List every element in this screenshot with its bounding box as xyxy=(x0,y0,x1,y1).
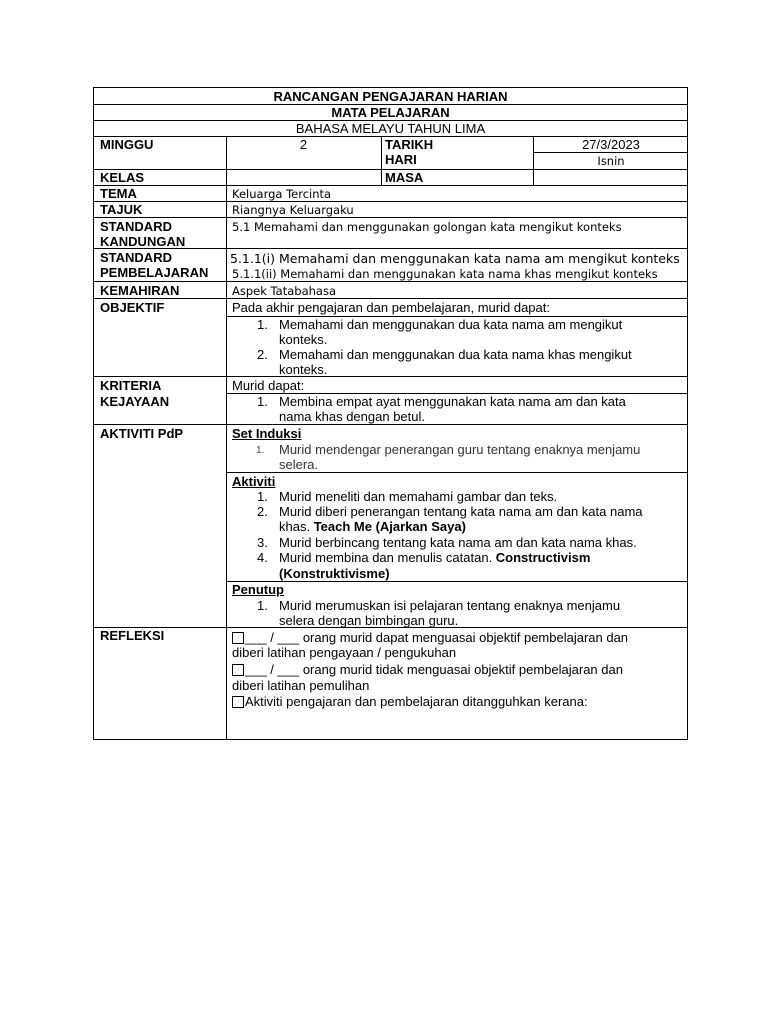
standard-kandungan-label-1: STANDARD xyxy=(100,219,172,234)
objektif-item-2-line-1: Memahami dan menggunakan dua kata nama khas mengikut xyxy=(279,347,632,362)
aktiviti-item-4-text: Murid membina dan menulis catatan. xyxy=(279,550,496,565)
date-column-divider xyxy=(533,137,534,186)
refleksi-checkbox-3[interactable] xyxy=(232,696,244,708)
refleksi-label: REFLEKSI xyxy=(100,628,165,643)
aktiviti-item-1: Murid meneliti dan memahami gambar dan teks. xyxy=(279,489,558,504)
tajuk-value: Riangnya Keluargaku xyxy=(232,203,354,217)
objektif-item-1-line-1: Memahami dan menggunakan dua kata nama am mengikut xyxy=(279,317,623,332)
hari-label: HARI xyxy=(385,152,417,167)
aktiviti-heading: Aktiviti xyxy=(232,474,276,489)
kemahiran-value: Aspek Tatabahasa xyxy=(232,284,336,298)
aktiviti-label: AKTIVITI PdP xyxy=(100,426,184,441)
set-induksi-heading: Set Induksi xyxy=(232,426,302,441)
induksi-item-1-number: 1. xyxy=(256,445,265,456)
subject-label-row xyxy=(94,105,687,121)
tajuk-row xyxy=(94,202,687,218)
kriteria-label-1: KRITERIA xyxy=(100,378,162,393)
kriteria-label-2: KEJAYAAN xyxy=(100,394,170,409)
title-row xyxy=(94,88,687,105)
objektif-item-1-number: 1. xyxy=(257,317,268,332)
refleksi-line-2b: diberi latihan pemulihan xyxy=(232,678,370,693)
objektif-row xyxy=(94,299,687,377)
objektif-item-2-number: 2. xyxy=(257,347,268,362)
tema-row xyxy=(94,186,687,202)
induksi-item-1-line-2: selera. xyxy=(279,457,319,472)
objektif-label: OBJEKTIF xyxy=(100,300,165,315)
objektif-item-1-line-2: konteks. xyxy=(279,332,328,347)
kemahiran-row xyxy=(94,282,687,299)
tema-value: Keluarga Tercinta xyxy=(232,187,332,201)
standard-kandungan-label-2: KANDUNGAN xyxy=(100,234,186,249)
minggu-row xyxy=(94,137,687,170)
kriteria-item-1-line-1: Membina empat ayat menggunakan kata nama am dan kata xyxy=(279,394,626,409)
kelas-row xyxy=(94,170,687,186)
standard-pembelajaran-label-2: PEMBELAJARAN xyxy=(100,265,209,280)
penutup-item-1-line-2: selera dengan bimbingan guru. xyxy=(279,613,459,628)
kelas-label: KELAS xyxy=(100,170,145,185)
hari-value: Isnin xyxy=(597,154,625,168)
kriteria-item-1-number: 1. xyxy=(257,394,268,409)
standard-pembelajaran-row xyxy=(94,249,687,282)
minggu-value: 2 xyxy=(299,137,308,152)
standard-pembelajaran-value-1: 5.1.1(i) Memahami dan menggunakan kata nama am mengikut konteks xyxy=(230,251,680,266)
aktiviti-item-3: Murid berbincang tentang kata nama am dan kata nama khas. xyxy=(279,535,637,550)
refleksi-line-3 xyxy=(232,694,588,709)
aktiviti-item-3-number: 3. xyxy=(257,535,268,550)
aktiviti-divider xyxy=(226,581,687,582)
kemahiran-label: KEMAHIRAN xyxy=(100,283,180,298)
konstruktivisme-label: (Konstruktivisme) xyxy=(279,566,390,581)
aktiviti-item-4-number: 4. xyxy=(257,550,268,565)
objektif-item-2-line-2: konteks. xyxy=(279,362,328,377)
label-column-divider xyxy=(226,137,227,739)
lesson-plan-table xyxy=(93,87,688,740)
refleksi-text-3: Aktiviti pengajaran dan pembelajaran ditangguhkan kerana: xyxy=(245,694,588,709)
kriteria-intro: Murid dapat: xyxy=(232,378,305,393)
aktiviti-item-2-text: khas. xyxy=(279,519,314,534)
tarikh-hari-divider xyxy=(533,152,687,153)
aktiviti-item-1-number: 1. xyxy=(257,489,268,504)
refleksi-line-1 xyxy=(232,630,628,645)
tajuk-label: TAJUK xyxy=(100,202,143,217)
plan-title: RANCANGAN PENGAJARAN HARIAN xyxy=(273,89,508,104)
subject-label: MATA PELAJARAN xyxy=(331,105,450,120)
standard-pembelajaran-label-1: STANDARD xyxy=(100,250,172,265)
induksi-divider xyxy=(226,472,687,473)
penutup-item-1-line-1: Murid merumuskan isi pelajaran tentang enaknya menjamu xyxy=(279,598,621,613)
subject-row xyxy=(94,121,687,137)
aktiviti-item-4-line-1 xyxy=(279,550,590,565)
aktiviti-row xyxy=(94,425,687,628)
aktiviti-item-2-number: 2. xyxy=(257,504,268,519)
kriteria-intro-divider xyxy=(226,393,687,394)
standard-kandungan-row xyxy=(94,218,687,249)
aktiviti-item-2-line-2 xyxy=(279,519,466,534)
teach-me-label: Teach Me (Ajarkan Saya) xyxy=(313,519,466,534)
refleksi-text-1: ___ / ___ orang murid dapat menguasai objektif pembelajaran dan xyxy=(245,630,629,645)
objektif-intro-divider xyxy=(226,316,687,317)
refleksi-line-1b: diberi latihan pengayaan / pengukuhan xyxy=(232,645,457,660)
subject-value: BAHASA MELAYU TAHUN LIMA xyxy=(295,121,486,136)
masa-label: MASA xyxy=(385,170,424,185)
induksi-item-1-line-1: Murid mendengar penerangan guru tentang enaknya menjamu xyxy=(279,442,641,457)
objektif-intro: Pada akhir pengajaran dan pembelajaran, murid dapat: xyxy=(232,300,550,315)
refleksi-row xyxy=(94,628,687,739)
tarikh-value: 27/3/2023 xyxy=(582,137,640,152)
standard-kandungan-value: 5.1 Memahami dan menggunakan golongan kata mengikut konteks xyxy=(232,220,622,234)
tarikh-label: TARIKH xyxy=(385,137,434,152)
sp-line-1-clip xyxy=(226,249,687,267)
tema-label: TEMA xyxy=(100,186,137,201)
refleksi-text-2: ___ / ___ orang murid tidak menguasai objektif pembelajaran dan xyxy=(245,662,623,677)
penutup-item-1-number: 1. xyxy=(257,598,268,613)
standard-pembelajaran-value-2: 5.1.1(ii) Memahami dan menggunakan kata nama khas mengikut konteks xyxy=(232,267,658,281)
kriteria-item-1-line-2: nama khas dengan betul. xyxy=(279,409,425,424)
refleksi-line-2 xyxy=(232,662,623,677)
aktiviti-item-2-line-1: Murid diberi penerangan tentang kata nama am dan kata nama xyxy=(279,504,643,519)
constructivism-label: Constructivism xyxy=(495,550,591,565)
refleksi-checkbox-1[interactable] xyxy=(232,632,244,644)
minggu-label: MINGGU xyxy=(100,137,154,152)
kriteria-row xyxy=(94,377,687,425)
refleksi-checkbox-2[interactable] xyxy=(232,664,244,676)
value-column-divider xyxy=(381,137,382,186)
penutup-heading: Penutup xyxy=(232,582,284,597)
